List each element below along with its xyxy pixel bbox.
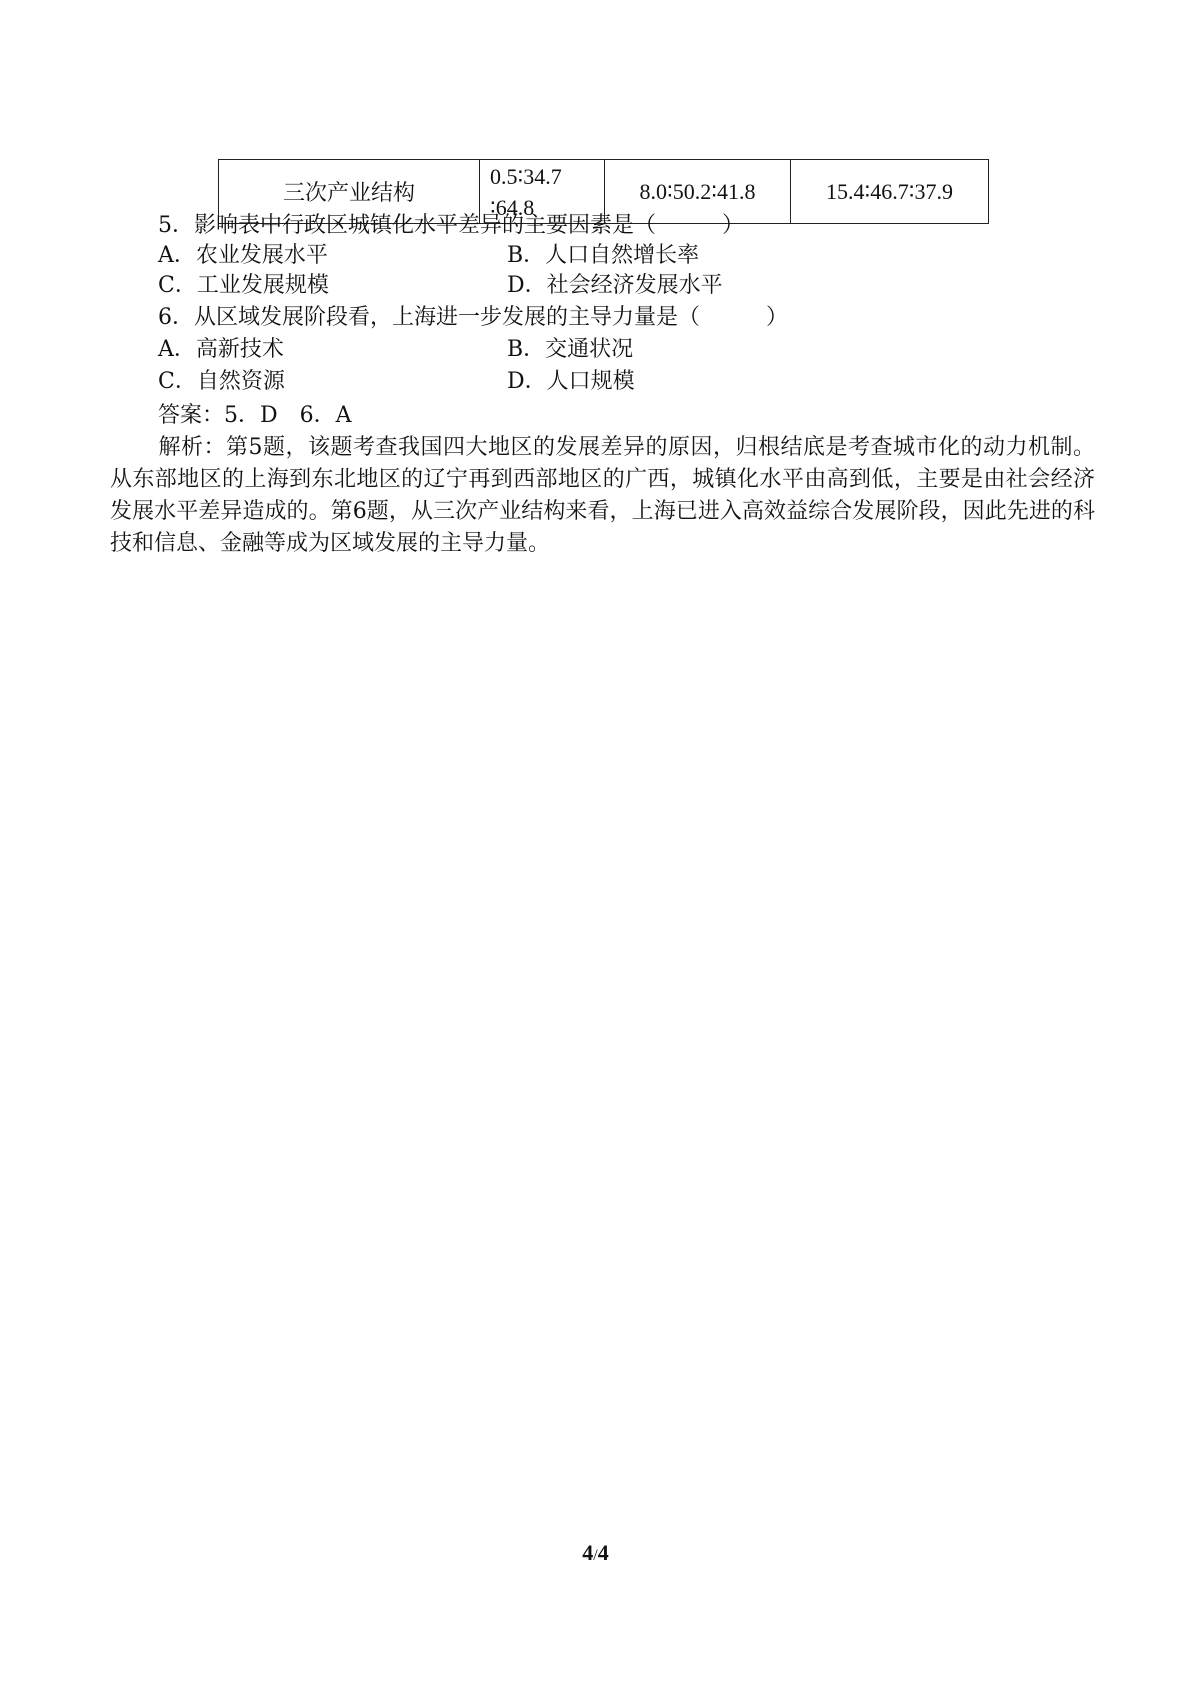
question-6-option-b: B．交通状况 <box>507 337 634 362</box>
question-6-option-d: D．人口规模 <box>507 369 635 394</box>
table-cell: 15.4∶46.7∶37.9 <box>791 160 989 224</box>
answer-line: 答案：5．D 6．A <box>158 403 352 428</box>
page-separator: / <box>593 1547 598 1564</box>
question-5-option-a: A．农业发展水平 <box>158 243 328 268</box>
question-6-stem: 6．从区域发展阶段看，上海进一步发展的主导力量是（ ） <box>158 305 788 330</box>
question-5-option-d: D．社会经济发展水平 <box>507 273 723 298</box>
question-6-option-a: A．高新技术 <box>158 337 284 362</box>
question-6-option-c: C．自然资源 <box>158 369 285 394</box>
cell-line-1: 0.5∶34.7 <box>490 163 562 189</box>
table-cell: 8.0∶50.2∶41.8 <box>605 160 791 224</box>
row-label: 三次产业结构 <box>282 181 415 206</box>
page-number <box>0 1540 1191 1566</box>
page-total: 4 <box>597 1540 609 1565</box>
question-5-option-c: C．工业发展规模 <box>158 273 329 298</box>
analysis-text: 解析：第5题，该题考查我国四大地区的发展差异的原因，归根结底是考查城市化的动力机制。从东部地区的上海到东北地区的辽宁再到西部地区的广西，城镇化水平由高到低，主要是由社会经济发展水平差异造成的。第6题，从三次产业结构来看，上海已进入高效益综合发展阶段，因此先进的科技和信息、金融等成为区域发展的主导力量。 <box>110 435 1095 556</box>
cell-line-2: ∶64.8 <box>490 194 535 220</box>
question-5-stem: 5．影响表中行政区城镇化水平差异的主要因素是（ ） <box>158 213 744 238</box>
question-5-option-b: B．人口自然增长率 <box>507 243 700 268</box>
analysis-paragraph <box>110 432 1095 560</box>
page-current: 4 <box>582 1540 594 1565</box>
